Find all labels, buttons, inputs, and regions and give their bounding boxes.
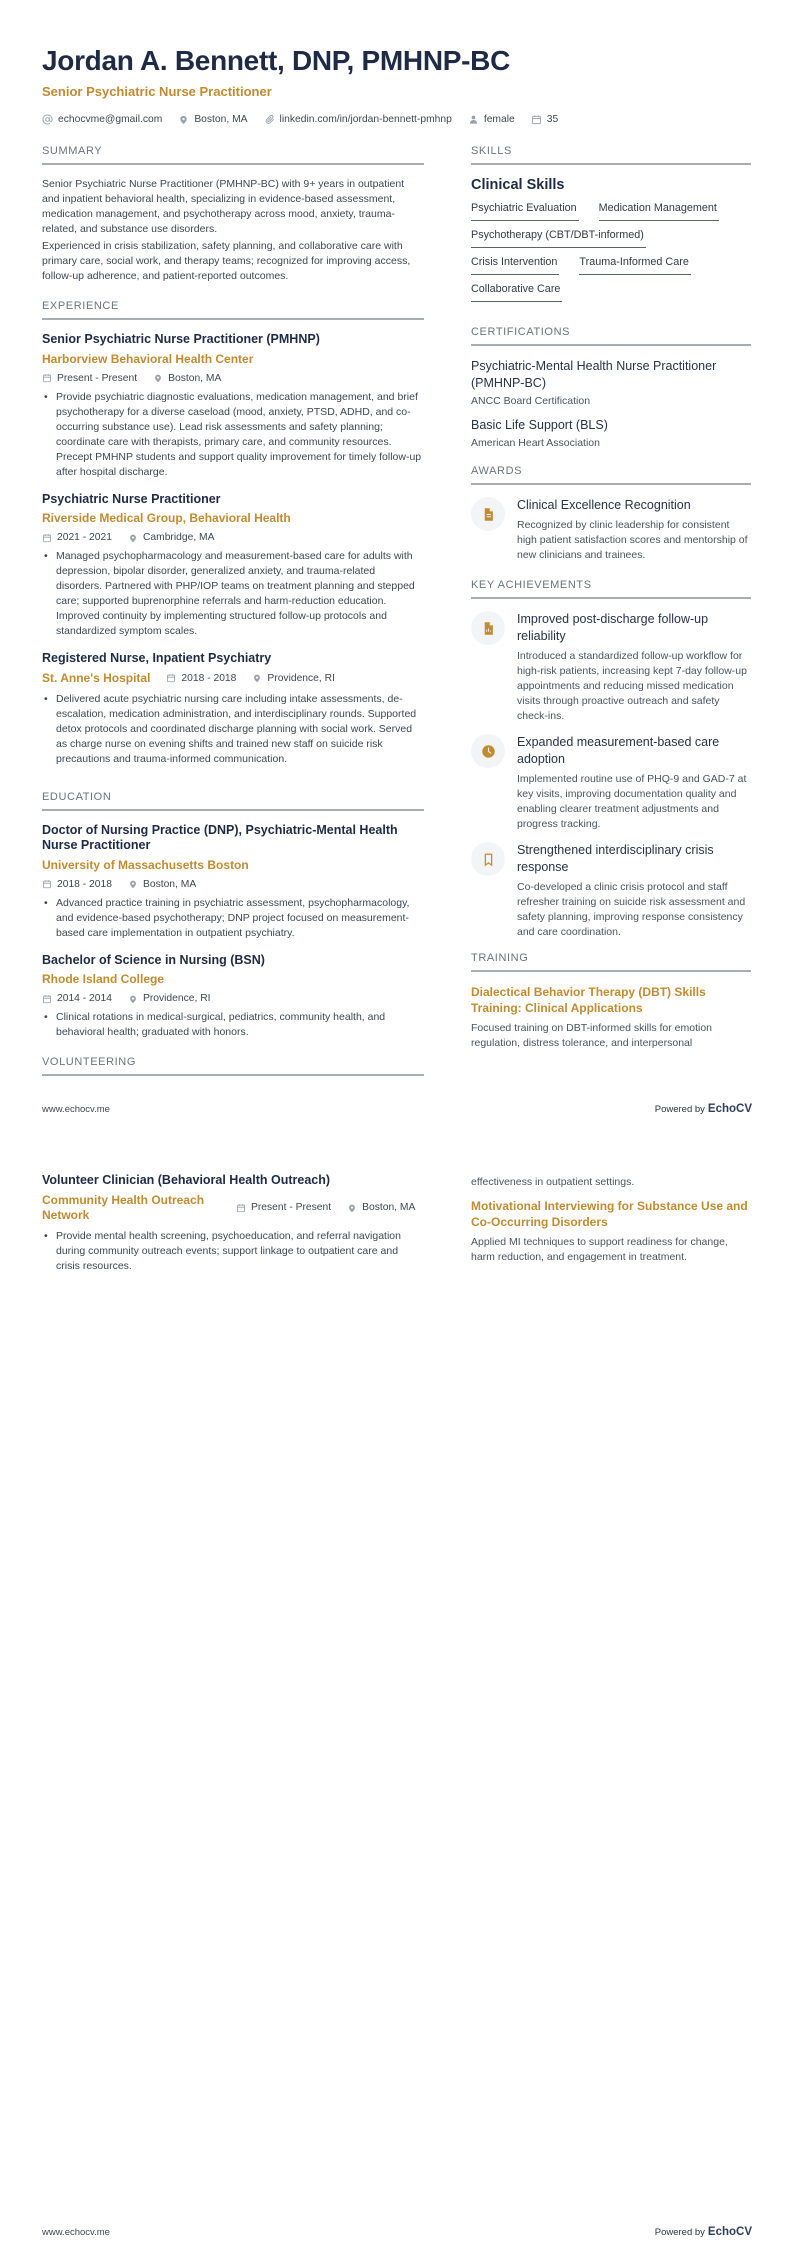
training-entry bbox=[471, 984, 751, 1051]
contact-age-text: 35 bbox=[546, 114, 559, 125]
email-icon bbox=[42, 114, 53, 125]
contact-email[interactable] bbox=[42, 114, 162, 125]
achievement-entry bbox=[471, 842, 751, 940]
bookmark-icon bbox=[471, 842, 505, 876]
location-icon bbox=[347, 1203, 357, 1213]
education-location: Providence, RI bbox=[128, 993, 211, 1004]
volunteer-title: Volunteer Clinician (Behavioral Health Outreach) bbox=[42, 1173, 331, 1187]
achievement-title: Strengthened interdisciplinary crisis response bbox=[517, 843, 714, 874]
company-name: Riverside Medical Group, Behavioral Health bbox=[42, 511, 291, 525]
calendar-icon bbox=[236, 1203, 246, 1213]
job-location: Boston, MA bbox=[153, 373, 221, 384]
right-column bbox=[471, 145, 751, 1088]
section-divider bbox=[471, 970, 751, 972]
training-description: Focused training on DBT-informed skills for emotion regulation, distress tolerance, and interpersonal bbox=[471, 1022, 713, 1049]
education-dates: 2014 - 2014 bbox=[42, 993, 112, 1004]
education-bullet: • Advanced practice training in psychiatric assessment, psychopharmacology, and evidence-based psychotherapy; DNP project focused on measurement-based care implementation in outpatient psychiatry. bbox=[42, 896, 424, 941]
skill-tag: Trauma-Informed Care bbox=[579, 256, 690, 275]
location-icon bbox=[153, 373, 163, 383]
experience-heading: EXPERIENCE bbox=[42, 300, 119, 312]
skill-tag: Psychiatric Evaluation bbox=[471, 202, 579, 221]
resume-header bbox=[42, 45, 752, 125]
section-skills bbox=[471, 145, 751, 310]
location-icon bbox=[252, 673, 262, 683]
section-divider bbox=[42, 809, 424, 811]
certification-entry bbox=[471, 358, 751, 407]
achievement-description: Implemented routine use of PHQ-9 and GAD-7 at key visits, improving documentation quality and enabling clearer treatment adjustments and progress tracking. bbox=[517, 773, 747, 830]
achievement-description: Introduced a standardized follow-up workflow for high-risk patients, increasing kept 7-day follow-up appointments and reducing missed medication visits through proactive outreach and safety check-ins. bbox=[517, 650, 747, 722]
volunteer-org: Community Health Outreach Network bbox=[42, 1192, 205, 1222]
volunteer-location: Boston, MA bbox=[347, 1202, 415, 1213]
experience-entry bbox=[42, 332, 424, 480]
job-dates: 2021 - 2021 bbox=[42, 532, 112, 543]
company-name: St. Anne's Hospital bbox=[42, 670, 151, 685]
footer-powered bbox=[655, 1103, 752, 1115]
company-name: Harborview Behavioral Health Center bbox=[42, 351, 254, 366]
volunteer-meta-row bbox=[236, 1202, 415, 1213]
contact-row bbox=[42, 114, 752, 125]
job-meta-row bbox=[42, 532, 424, 543]
section-divider bbox=[42, 163, 424, 165]
link-icon bbox=[264, 114, 275, 125]
section-experience bbox=[42, 300, 424, 767]
summary-paragraph: Senior Psychiatric Nurse Practitioner (PMHNP-BC) with 9+ years in outpatient and inpatient behavioral health, specializing in evidence-based assessment, medication management, and psychotherapy across mood, anxiety, trauma-related, and substance use disorders. bbox=[42, 178, 405, 235]
footer-powered-prefix: Powered by bbox=[654, 2227, 705, 2238]
training-description: Applied MI techniques to support readiness for change, harm reduction, and engagement in treatment. bbox=[471, 1236, 728, 1263]
job-dates: 2018 - 2018 bbox=[166, 673, 236, 684]
training-heading: TRAINING bbox=[471, 952, 529, 964]
page-2 bbox=[0, 1123, 794, 2246]
award-title: Clinical Excellence Recognition bbox=[517, 498, 691, 512]
volunteering-heading: VOLUNTEERING bbox=[42, 1056, 136, 1068]
education-entry bbox=[42, 823, 424, 941]
section-certifications bbox=[471, 326, 751, 449]
section-divider bbox=[471, 597, 751, 599]
degree-title: Doctor of Nursing Practice (DNP), Psychiatric-Mental Health Nurse Practitioner bbox=[42, 822, 398, 852]
award-description: Recognized by clinic leadership for consistent high patient satisfaction scores and mentorship of new clinicians and trainees. bbox=[517, 519, 748, 561]
volunteer-bullet: • Provide mental health screening, psychoeducation, and referral navigation during community outreach events; support linkage to outpatient care and crisis resources. bbox=[42, 1229, 424, 1274]
experience-entry bbox=[42, 492, 424, 640]
job-bullet: • Managed psychopharmacology and measurement-based care for adults with depression, bipolar disorder, generalized anxiety, and trauma-related disorders. Partnered with PHP/IOP teams on treatment planning and stepped care; supported buprenorphine referrals and harm-reduction education. Improved continuity by implementing structured follow-up protocols and standardized symptom scales. bbox=[42, 549, 424, 639]
section-divider bbox=[42, 318, 424, 320]
section-training bbox=[471, 952, 751, 1051]
location-icon bbox=[128, 533, 138, 543]
contact-location-text: Boston, MA bbox=[194, 114, 248, 125]
school-name: University of Massachusetts Boston bbox=[42, 857, 249, 872]
education-meta-row bbox=[42, 993, 424, 1004]
education-bullet: • Clinical rotations in medical-surgical, pediatrics, community health, and behavioral health; graduated with honors. bbox=[42, 1010, 424, 1040]
job-bullet: • Provide psychiatric diagnostic evaluations, medication management, and brief psychotherapy for a diverse caseload (mood, anxiety, PTSD, ADHD, and co-occurring substance use). Lead risk assessments and safety planning; coordinate care with therapists, primary care, and community resources. Precept PMHNP students and support quality improvement for timely follow-up after hospital discharge. bbox=[42, 390, 424, 480]
footer-site-link[interactable]: www.echocv.me bbox=[42, 2227, 110, 2238]
contact-gender-text: female bbox=[483, 114, 515, 125]
skill-tag: Crisis Intervention bbox=[471, 256, 559, 275]
contact-location bbox=[178, 114, 247, 125]
footer-brand-link[interactable]: EchoCV bbox=[707, 2226, 752, 2238]
calendar-icon bbox=[166, 673, 176, 683]
job-meta-row bbox=[42, 373, 424, 384]
education-meta-row bbox=[42, 879, 424, 890]
certificate-icon bbox=[471, 497, 505, 531]
contact-linkedin[interactable] bbox=[264, 114, 452, 125]
section-volunteering bbox=[42, 1056, 424, 1076]
degree-title: Bachelor of Science in Nursing (BSN) bbox=[42, 952, 265, 967]
calendar-icon bbox=[531, 114, 542, 125]
certification-name: Basic Life Support (BLS) bbox=[471, 418, 608, 432]
training-entry bbox=[471, 1198, 751, 1265]
skill-tag: Medication Management bbox=[599, 202, 719, 221]
candidate-title: Senior Psychiatric Nurse Practitioner bbox=[42, 84, 272, 99]
summary-heading: SUMMARY bbox=[42, 145, 103, 157]
job-meta-row bbox=[166, 673, 335, 684]
achievement-entry bbox=[471, 611, 751, 724]
section-divider bbox=[42, 1074, 424, 1076]
page-footer bbox=[42, 1103, 752, 1115]
summary-paragraph: Experienced in crisis stabilization, safety planning, and collaborative care with primary care, social work, and therapy teams; recognized for improving access, follow-up adherence, and patient-reported outcomes. bbox=[42, 240, 411, 282]
footer-powered bbox=[655, 2226, 752, 2238]
achievement-entry bbox=[471, 734, 751, 832]
footer-site-link[interactable]: www.echocv.me bbox=[42, 1104, 110, 1115]
job-location: Cambridge, MA bbox=[128, 532, 215, 543]
volunteering-entry bbox=[42, 1173, 424, 1274]
location-icon bbox=[178, 114, 189, 125]
contact-gender bbox=[468, 114, 515, 125]
person-icon bbox=[468, 114, 479, 125]
job-title: Senior Psychiatric Nurse Practitioner (PMHNP) bbox=[42, 332, 320, 346]
section-awards bbox=[471, 465, 751, 563]
clock-icon bbox=[471, 734, 505, 768]
section-summary bbox=[42, 145, 424, 284]
footer-brand-link[interactable]: EchoCV bbox=[707, 1103, 752, 1115]
job-title: Psychiatric Nurse Practitioner bbox=[42, 491, 221, 506]
skill-list bbox=[471, 202, 751, 310]
calendar-icon bbox=[42, 994, 52, 1004]
certifications-heading: CERTIFICATIONS bbox=[471, 326, 571, 338]
education-dates: 2018 - 2018 bbox=[42, 879, 112, 890]
skill-tag: Psychotherapy (CBT/DBT-informed) bbox=[471, 229, 646, 248]
achievement-title: Improved post-discharge follow-up reliability bbox=[517, 612, 709, 643]
training-description-continued: effectiveness in outpatient settings. bbox=[471, 1176, 635, 1188]
section-divider bbox=[471, 344, 751, 346]
calendar-icon bbox=[42, 879, 52, 889]
location-icon bbox=[128, 879, 138, 889]
job-dates: Present - Present bbox=[42, 373, 137, 384]
achievement-description: Co-developed a clinic crisis protocol and staff refresher training on suicide risk assessment and safety planning, improving response consistency and care coordination. bbox=[517, 881, 746, 938]
school-name: Rhode Island College bbox=[42, 972, 165, 986]
section-education bbox=[42, 791, 424, 1041]
award-entry bbox=[471, 497, 751, 563]
awards-heading: AWARDS bbox=[471, 465, 523, 477]
left-column bbox=[42, 145, 424, 1088]
contact-email-text: echocvme@gmail.com bbox=[58, 114, 163, 125]
certification-name: Psychiatric-Mental Health Nurse Practitioner (PMHNP-BC) bbox=[471, 359, 717, 390]
volunteer-dates: Present - Present bbox=[236, 1202, 331, 1213]
contact-age bbox=[531, 114, 558, 125]
achievement-title: Expanded measurement-based care adoption bbox=[517, 735, 720, 766]
certification-issuer: American Heart Association bbox=[471, 437, 600, 449]
section-divider bbox=[471, 483, 751, 485]
certification-issuer: ANCC Board Certification bbox=[471, 395, 591, 407]
training-title: Dialectical Behavior Therapy (DBT) Skills Training: Clinical Applications bbox=[471, 985, 706, 1015]
education-entry bbox=[42, 953, 424, 1041]
job-bullet: • Delivered acute psychiatric nursing care including intake assessments, de-escalation, medication administration, and interdisciplinary rounds. Supported detox protocols and coordinated discharge planning with social work. Served as charge nurse on evening shifts and trained new staff on suicide risk precautions and trauma-informed communication. bbox=[42, 692, 424, 767]
section-divider bbox=[471, 163, 751, 165]
education-location: Boston, MA bbox=[128, 879, 196, 890]
page-footer bbox=[42, 2226, 752, 2238]
left-column bbox=[42, 1173, 424, 1274]
file-chart-icon bbox=[471, 611, 505, 645]
skills-heading: SKILLS bbox=[471, 145, 512, 157]
location-icon bbox=[128, 994, 138, 1004]
key-achievements-heading: KEY ACHIEVEMENTS bbox=[471, 579, 592, 591]
experience-entry bbox=[42, 651, 424, 767]
right-column bbox=[471, 1173, 751, 1274]
contact-linkedin-text: linkedin.com/in/jordan-bennett-pmhnp bbox=[279, 114, 452, 125]
education-heading: EDUCATION bbox=[42, 790, 112, 803]
training-title: Motivational Interviewing for Substance Use and Co-Occurring Disorders bbox=[471, 1199, 748, 1229]
calendar-icon bbox=[42, 533, 52, 543]
job-location: Providence, RI bbox=[252, 673, 335, 684]
certification-entry bbox=[471, 417, 751, 449]
section-key-achievements bbox=[471, 579, 751, 940]
skills-group-title: Clinical Skills bbox=[471, 177, 565, 193]
calendar-icon bbox=[42, 373, 52, 383]
job-title: Registered Nurse, Inpatient Psychiatry bbox=[42, 651, 272, 665]
skill-tag: Collaborative Care bbox=[471, 283, 562, 302]
footer-powered-prefix: Powered by bbox=[654, 1104, 705, 1115]
candidate-name: Jordan A. Bennett, DNP, PMHNP-BC bbox=[42, 45, 510, 76]
